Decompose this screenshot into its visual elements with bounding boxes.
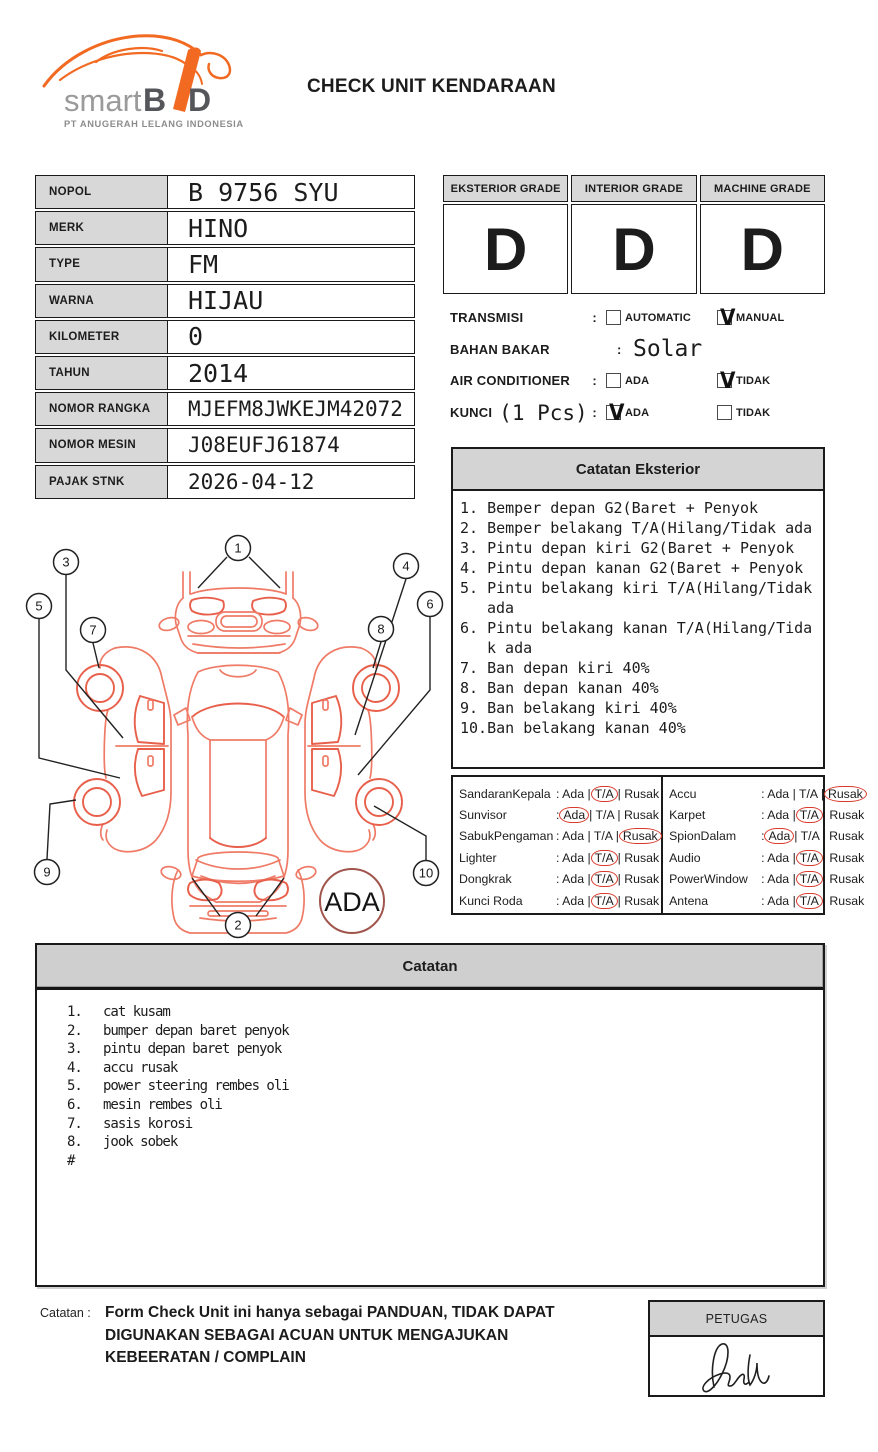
- catatan-note-number: 4.: [67, 1059, 82, 1076]
- option-ta-selected: T/A: [591, 893, 618, 909]
- spec-values: [606, 398, 828, 426]
- catatan-eksterior-item: 2. Bemper belakang T/A(Hilang/Tidak ada: [460, 519, 813, 537]
- option-ta-selected: T/A: [591, 850, 618, 866]
- option-rusak: Rusak: [624, 872, 660, 887]
- option-rusak: Rusak: [829, 850, 865, 865]
- spec-option: [606, 310, 717, 325]
- accessory-col-right: [663, 777, 866, 913]
- option-label: TIDAK: [736, 406, 771, 419]
- option-ada: Ada: [562, 893, 585, 908]
- callout-line: [93, 643, 99, 668]
- accessory-options: : Ada | T/A | Rusak: [761, 850, 865, 865]
- catatan-note-number: 6.: [67, 1096, 82, 1113]
- disclaimer-line: KEBEERATAN / COMPLAIN: [105, 1349, 306, 1366]
- spec-label-wrap: [450, 342, 617, 357]
- catatan-note-text: sasis korosi: [103, 1115, 193, 1132]
- accessory-label: Lighter: [459, 850, 497, 865]
- svg-text:2: 2: [234, 917, 242, 933]
- info-row: [35, 428, 415, 462]
- catatan-title: Catatan: [37, 945, 823, 990]
- option-ada: Ada: [767, 808, 790, 823]
- catatan-note-number: 1.: [67, 1004, 82, 1020]
- accessory-row: [459, 826, 659, 847]
- info-row: [35, 175, 415, 209]
- grade-column: [700, 175, 825, 294]
- accessory-label: Dongkrak: [459, 872, 512, 887]
- info-label: KILOMETER: [35, 320, 168, 354]
- spec-label-suffix: (1 Pcs): [499, 400, 588, 425]
- callout-line: [355, 579, 406, 735]
- logo-text-b: B: [143, 82, 167, 118]
- option-ada: Ada: [767, 850, 790, 865]
- info-label: WARNA: [35, 284, 168, 318]
- spec-values: [606, 367, 828, 394]
- callout-10: [414, 861, 439, 886]
- ada-badge-text: ADA: [324, 887, 380, 917]
- option-ada: Ada: [767, 893, 790, 908]
- option-rusak: Rusak: [624, 786, 660, 801]
- accessory-options: : Ada | T/A | Rusak: [761, 829, 864, 844]
- option-ta: T/A: [593, 829, 613, 844]
- spec-option: [717, 367, 828, 394]
- catatan-eksterior-item: 1. Bemper depan G2(Baret + Penyok: [460, 499, 759, 517]
- spec-label-wrap: [450, 310, 592, 325]
- catatan-eksterior-title: Catatan Eksterior: [453, 449, 823, 491]
- catatan-eksterior-list: [453, 491, 822, 738]
- option-rusak-selected: Rusak: [619, 828, 662, 844]
- catatan-eksterior-item: 10.Ban belakang kanan 40%: [460, 719, 686, 737]
- accessory-row: [669, 869, 864, 890]
- accessory-row: [459, 890, 659, 911]
- info-label: TYPE: [35, 247, 168, 281]
- checkmark-icon: V: [720, 367, 736, 394]
- logo-text-d: D: [188, 82, 212, 118]
- catatan-note-number: 2.: [67, 1022, 82, 1039]
- catatan-note: [67, 1077, 823, 1096]
- catatan-note: [67, 1022, 823, 1041]
- accessory-label: Karpet: [669, 808, 706, 823]
- accessory-label: Sunvisor: [459, 808, 507, 823]
- spec-label-wrap: [450, 401, 592, 425]
- catatan-eksterior-item: 8. Ban depan kanan 40%: [460, 679, 659, 697]
- accessory-options: : Ada | T/A | Rusak: [556, 872, 660, 887]
- grade-table: [443, 175, 825, 294]
- svg-text:5: 5: [35, 598, 43, 614]
- checkmark-icon: V: [609, 398, 625, 426]
- accessory-options: : Ada | T/A | Rusak: [556, 893, 660, 908]
- catatan-eksterior-box: [451, 447, 825, 769]
- info-value: MJEFM8JWKEJM42072: [168, 392, 415, 426]
- catatan-note-text: bumper depan baret penyok: [103, 1022, 289, 1039]
- info-label: MERK: [35, 211, 168, 245]
- accessory-row: [669, 783, 864, 804]
- option-ada-selected: Ada: [764, 828, 794, 844]
- disclaimer-text: [105, 1302, 575, 1370]
- info-value: J08EUFJ61874: [168, 428, 415, 462]
- petugas-box: [648, 1300, 825, 1397]
- catatan-note: [67, 1115, 823, 1134]
- option-rusak: Rusak: [829, 872, 865, 887]
- catatan-note-text: jook sobek: [103, 1134, 178, 1151]
- spec-label: TRANSMISI: [450, 310, 524, 326]
- checkbox-automatic[interactable]: [606, 310, 621, 325]
- catatan-note-text: cat kusam: [103, 1004, 170, 1020]
- option-ta: T/A: [798, 786, 818, 801]
- callout-6: [418, 592, 443, 617]
- spec-text-value: Solar: [633, 336, 703, 363]
- option-ada: Ada: [562, 829, 585, 844]
- info-value: HIJAU: [168, 284, 415, 318]
- spec-option: [717, 405, 828, 420]
- accessory-col-left: [453, 777, 663, 913]
- info-row: [35, 356, 415, 390]
- info-label: NOMOR RANGKA: [35, 392, 168, 426]
- accessory-options: : Ada | T/A | Rusak: [556, 850, 660, 865]
- car-diagram-art: [74, 572, 402, 933]
- grade-value: D: [571, 204, 696, 294]
- info-value: B 9756 SYU: [168, 175, 415, 209]
- spec-colon: :: [592, 310, 597, 326]
- svg-text:4: 4: [402, 558, 410, 574]
- spec-values: [606, 303, 828, 331]
- catatan-terminator-mark: #: [67, 1152, 75, 1169]
- option-label: ADA: [625, 406, 650, 419]
- callout-line: [374, 806, 426, 860]
- option-rusak: Rusak: [829, 808, 865, 823]
- accessory-row: [459, 869, 659, 890]
- catatan-eksterior-item: 4. Pintu depan kanan G2(Baret + Penyok: [460, 559, 804, 577]
- catatan-box: [35, 943, 825, 1287]
- callout-line: [358, 617, 430, 775]
- catatan-terminator: [67, 1152, 823, 1171]
- accessory-row: [459, 847, 659, 868]
- disclaimer-line: DIGUNAKAN SEBAGAI ACUAN UNTUK MENGAJUKAN: [105, 1326, 509, 1344]
- option-ada: Ada: [562, 872, 585, 887]
- grade-header: INTERIOR GRADE: [571, 175, 696, 202]
- info-row: [35, 211, 415, 245]
- info-label: PAJAK STNK: [35, 465, 168, 499]
- spec-colon: :: [617, 341, 622, 357]
- option-ta-selected: T/A: [796, 807, 823, 823]
- accessory-options: : Ada | T/A | Rusak: [556, 808, 659, 823]
- info-row: [35, 284, 415, 318]
- spec-row: [450, 365, 828, 397]
- svg-text:8: 8: [377, 621, 385, 637]
- option-ada: Ada: [767, 786, 790, 801]
- checkbox-manual[interactable]: [717, 303, 736, 331]
- svg-text:7: 7: [89, 622, 97, 638]
- accessory-row: [669, 890, 864, 911]
- accessory-row: [459, 783, 659, 804]
- accessory-row: [669, 826, 864, 847]
- catatan-note-text: pintu depan baret penyok: [103, 1041, 282, 1058]
- checkbox-tidak[interactable]: [717, 367, 736, 394]
- logo-subtitle: PT ANUGERAH LELANG INDONESIA: [64, 119, 244, 129]
- accessory-label: SandaranKepala: [459, 786, 551, 801]
- callout-3: [54, 550, 79, 575]
- callout-line: [256, 878, 284, 916]
- catatan-eksterior-item: 6. Pintu belakang kanan T/A(Hilang/Tidak ada: [460, 619, 813, 657]
- spec-section: [450, 302, 828, 428]
- option-ada: Ada: [562, 786, 585, 801]
- checkbox-ada[interactable]: [606, 373, 621, 388]
- catatan-note-number: 5.: [67, 1078, 82, 1095]
- accessory-label: Accu: [669, 786, 697, 801]
- option-rusak-selected: Rusak: [824, 786, 867, 802]
- callout-line: [192, 878, 220, 916]
- spec-colon: :: [592, 405, 597, 421]
- callout-line: [66, 575, 123, 738]
- ada-badge: [320, 869, 384, 933]
- callout-8: [369, 617, 394, 642]
- accessory-options: : Ada | T/A | Rusak: [761, 787, 863, 801]
- option-label: MANUAL: [736, 311, 785, 324]
- info-value: 0: [168, 320, 415, 354]
- spec-option: [606, 373, 717, 388]
- spec-colon: :: [592, 373, 597, 389]
- callout-4: [394, 554, 419, 579]
- catatan-eksterior-item: 9. Ban belakang kiri 40%: [460, 699, 677, 717]
- info-row: [35, 392, 415, 426]
- accessory-row: [669, 847, 864, 868]
- grade-column: [443, 175, 568, 294]
- option-rusak: Rusak: [829, 829, 864, 844]
- grade-header: EKSTERIOR GRADE: [443, 175, 568, 202]
- option-ta-selected: T/A: [796, 893, 823, 909]
- option-rusak: Rusak: [624, 893, 660, 908]
- checkmark-icon: V: [720, 303, 736, 331]
- spec-label-wrap: [450, 373, 592, 388]
- option-ta: T/A: [800, 829, 820, 844]
- logo-text-smart: smart: [64, 83, 142, 118]
- catatan-note-text: accu rusak: [103, 1059, 178, 1076]
- smartbid-logo: [38, 20, 248, 135]
- info-label: NOPOL: [35, 175, 168, 209]
- info-value: HINO: [168, 211, 415, 245]
- accessory-label: PowerWindow: [669, 872, 748, 887]
- option-ta-selected: T/A: [796, 871, 823, 887]
- info-row: [35, 320, 415, 354]
- catatan-note: [67, 1096, 823, 1115]
- info-row: [35, 465, 415, 499]
- accessory-row: [669, 804, 864, 825]
- option-ta-selected: T/A: [591, 871, 618, 887]
- option-rusak: Rusak: [829, 893, 865, 908]
- spec-values: [633, 336, 828, 362]
- car-diagram: [20, 520, 450, 941]
- spec-row: [450, 302, 828, 334]
- catatan-note: [67, 1133, 823, 1152]
- callout-2: [226, 913, 251, 938]
- spec-option: [606, 398, 717, 426]
- option-ta: T/A: [595, 808, 614, 823]
- catatan-eksterior-item: 3. Pintu depan kiri G2(Baret + Penyok: [460, 539, 795, 557]
- catatan-note-number: 3.: [67, 1041, 82, 1058]
- page-title: CHECK UNIT KENDARAAN: [307, 76, 556, 97]
- accessory-label: SabukPengaman: [459, 829, 554, 844]
- callout-7: [81, 618, 106, 643]
- info-row: [35, 247, 415, 281]
- spec-label: AIR CONDITIONER: [450, 373, 570, 389]
- petugas-signature-area: [650, 1337, 823, 1395]
- catatan-list: [37, 990, 823, 1170]
- accessory-options: : Ada | T/A | Rusak: [556, 829, 658, 843]
- callout-1: [226, 536, 251, 561]
- accessory-checklist: [451, 775, 865, 915]
- catatan-note: [67, 1040, 823, 1059]
- catatan-note: [67, 1059, 823, 1078]
- checkbox-tidak[interactable]: [717, 405, 732, 420]
- option-ta-selected: T/A: [796, 850, 823, 866]
- catatan-note-text: mesin rembes oli: [103, 1096, 222, 1113]
- accessory-row: [459, 804, 659, 825]
- svg-text:3: 3: [62, 554, 70, 570]
- callout-line: [249, 557, 280, 588]
- grade-header: MACHINE GRADE: [700, 175, 825, 202]
- option-rusak: Rusak: [624, 808, 659, 823]
- logo-car-icon: [44, 36, 230, 86]
- callout-9: [35, 860, 60, 885]
- grade-column: [571, 175, 696, 294]
- callout-5: [27, 594, 52, 619]
- callout-line: [47, 800, 76, 859]
- option-rusak: Rusak: [624, 850, 660, 865]
- info-label: NOMOR MESIN: [35, 428, 168, 462]
- svg-text:9: 9: [43, 864, 51, 880]
- spec-label: BAHAN BAKAR: [450, 341, 550, 357]
- spec-option: [717, 303, 828, 331]
- accessory-label: SpionDalam: [669, 829, 737, 844]
- accessory-label: Antena: [669, 893, 709, 908]
- option-ada: Ada: [562, 850, 585, 865]
- spec-row: [450, 334, 828, 366]
- info-value: 2026-04-12: [168, 465, 415, 499]
- catatan-note-text: power steering rembes oli: [103, 1078, 289, 1095]
- callout-line: [198, 557, 227, 588]
- disclaimer-line: Form Check Unit ini hanya sebagai PANDUAN, TIDAK DAPAT: [105, 1304, 555, 1321]
- catatan-eksterior-item: 5. Pintu belakang kiri T/A(Hilang/Tidak ada: [460, 579, 822, 617]
- option-ta-selected: T/A: [591, 786, 618, 802]
- footer-catatan-label: Catatan :: [40, 1306, 91, 1320]
- svg-text:10: 10: [418, 865, 434, 881]
- option-label: AUTOMATIC: [625, 311, 691, 324]
- petugas-title: PETUGAS: [650, 1302, 823, 1337]
- accessory-options: : Ada | T/A | Rusak: [761, 808, 865, 823]
- catatan-note-number: 8.: [67, 1134, 82, 1151]
- spec-label: KUNCI: [450, 405, 493, 421]
- accessory-label: Audio: [669, 850, 701, 865]
- catatan-note: [67, 1003, 823, 1022]
- accessory-options: : Ada | T/A | Rusak: [761, 893, 865, 908]
- option-ada: Ada: [767, 872, 790, 887]
- accessory-options: : Ada | T/A | Rusak: [556, 786, 660, 801]
- option-label: ADA: [625, 374, 650, 387]
- catatan-note-number: 7.: [67, 1115, 82, 1132]
- info-value: 2014: [168, 356, 415, 390]
- option-ada-selected: Ada: [559, 807, 589, 823]
- checkbox-ada[interactable]: [606, 398, 625, 426]
- option-label: TIDAK: [736, 374, 771, 387]
- info-label: TAHUN: [35, 356, 168, 390]
- vehicle-info-table: [35, 175, 415, 499]
- accessory-options: : Ada | T/A | Rusak: [761, 872, 865, 887]
- svg-text:1: 1: [234, 540, 242, 556]
- petugas-signature: [650, 1337, 823, 1394]
- grade-value: D: [443, 204, 568, 294]
- spec-row: [450, 397, 828, 429]
- svg-text:6: 6: [426, 596, 434, 612]
- grade-value: D: [700, 204, 825, 294]
- info-value: FM: [168, 247, 415, 281]
- catatan-eksterior-item: 7. Ban depan kiri 40%: [460, 659, 650, 677]
- accessory-label: Kunci Roda: [459, 893, 523, 908]
